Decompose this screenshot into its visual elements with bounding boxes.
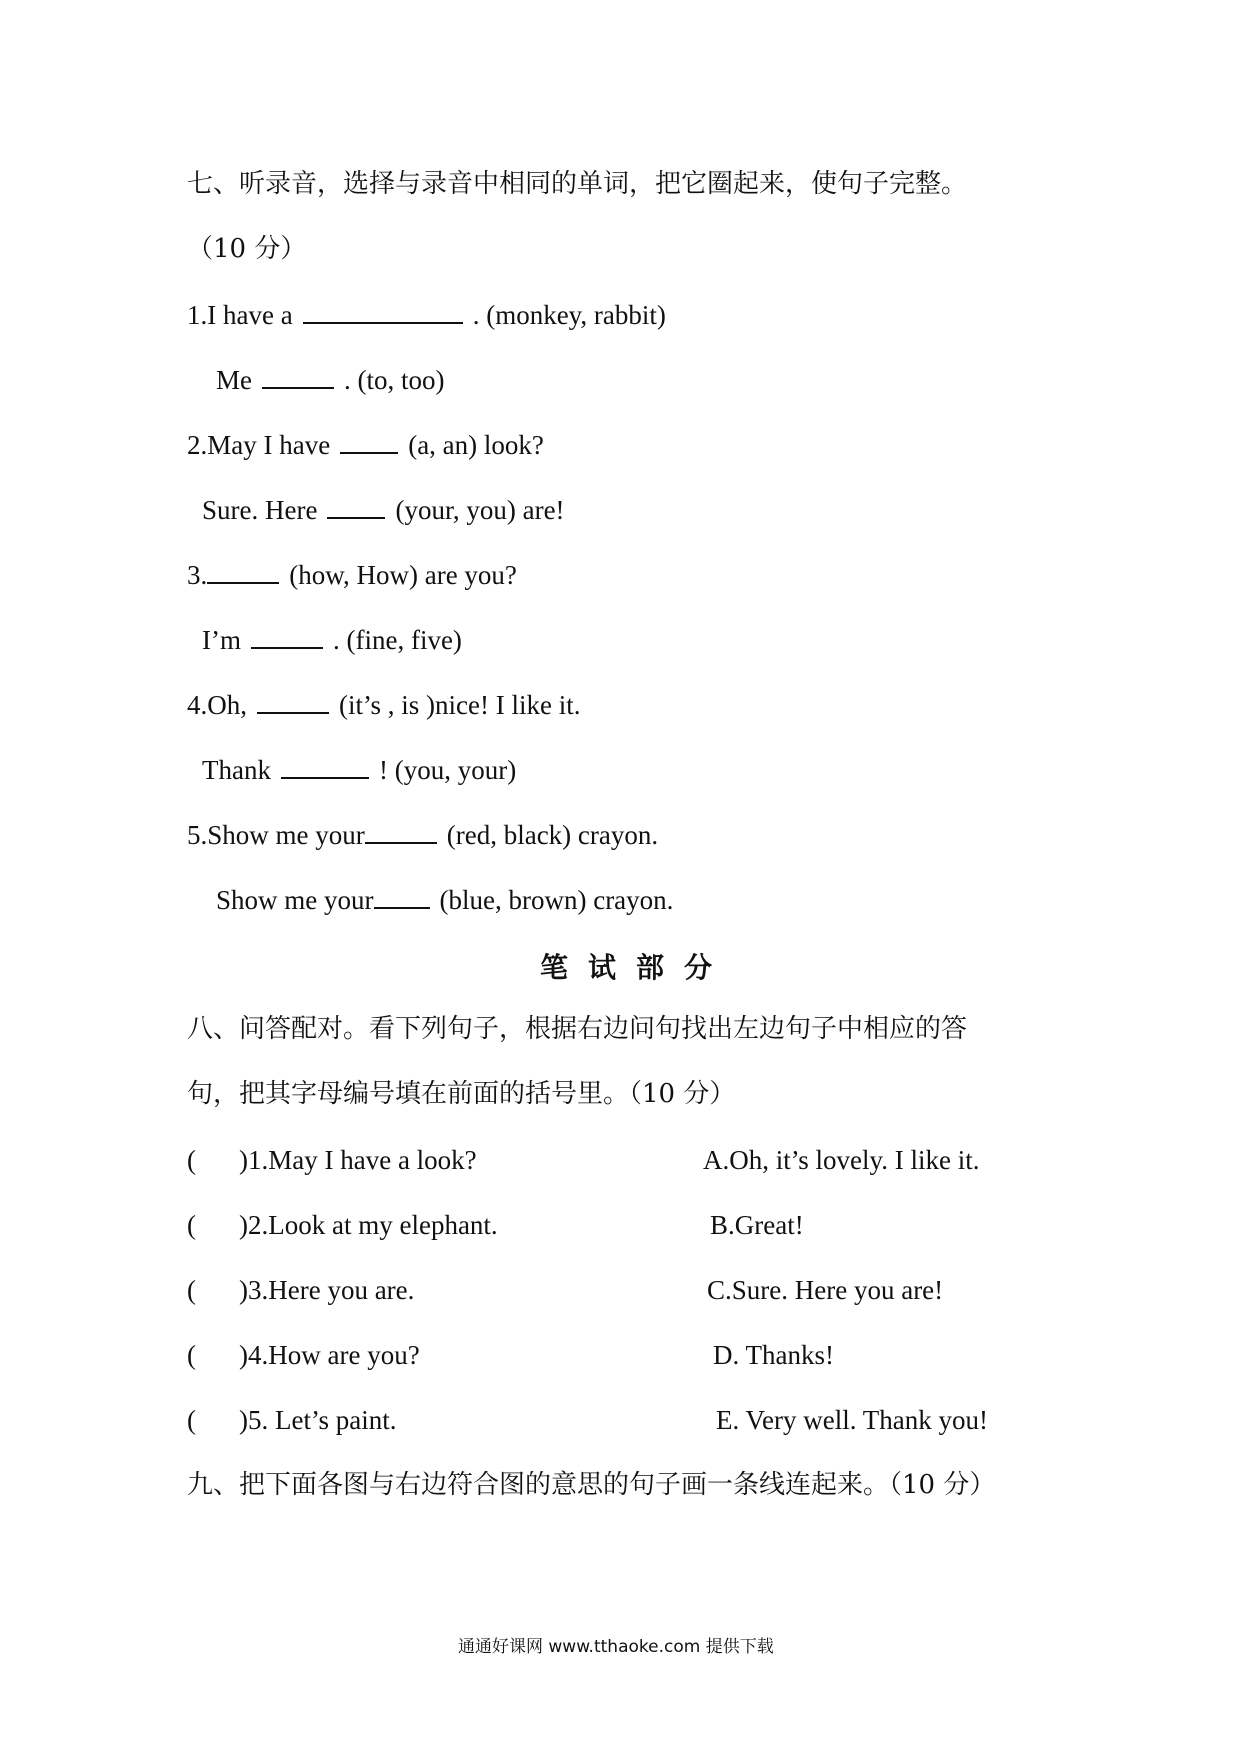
q5-line-a [187, 818, 658, 852]
match-answer: A.Oh, it’s lovely. I like it. [703, 1145, 980, 1175]
q5b-text: Show me your [216, 885, 374, 915]
q3b-options: . (fine, five) [332, 625, 462, 655]
answer-blank[interactable] [365, 818, 437, 844]
answer-blank[interactable] [327, 493, 385, 519]
q4a-options: (it’s , is )nice! I like it. [339, 690, 581, 720]
answer-blank[interactable] [251, 623, 323, 649]
q2-line-a [187, 428, 544, 462]
q1a-text: 1.I have a [187, 300, 293, 330]
match-question-row [187, 1273, 414, 1307]
answer-paren[interactable]: ( [187, 1405, 196, 1435]
match-answer: C.Sure. Here you are! [707, 1275, 944, 1305]
answer-blank[interactable] [281, 753, 369, 779]
written-section-heading: 笔试部分 [540, 951, 733, 984]
match-question: )2.Look at my elephant. [239, 1210, 498, 1240]
q4b-options: ! (you, your) [378, 755, 517, 785]
section-9-title: 九、把下面各图与右边符合图的意思的句子画一条线连起来。（10 分） [187, 1470, 996, 1500]
q3-line-a [187, 558, 517, 592]
section-8-title-line-2: 句，把其字母编号填在前面的括号里。（10 分） [187, 1079, 736, 1109]
match-question: )1.May I have a look? [239, 1145, 477, 1175]
q5a-text: 5.Show me your [187, 820, 365, 850]
match-answer: E. Very well. Thank you! [716, 1405, 988, 1435]
footer-source: 通通好课网 www.tthaoke.com 提供下载 [458, 1637, 774, 1657]
match-question-row [187, 1403, 396, 1437]
q2a-text: 2.May I have [187, 430, 331, 460]
answer-paren[interactable]: ( [187, 1210, 196, 1240]
q1-line-a [187, 298, 666, 332]
answer-blank[interactable] [374, 883, 430, 909]
q1b-options: . (to, too) [344, 365, 445, 395]
q3a-text: 3. [187, 560, 208, 590]
q4-line-b [202, 753, 516, 787]
q2b-text: Sure. Here [202, 495, 318, 525]
q5-line-b [216, 883, 673, 917]
answer-paren[interactable]: ( [187, 1145, 196, 1175]
q4b-text: Thank [202, 755, 271, 785]
q2-line-b [202, 493, 565, 527]
answer-blank[interactable] [207, 558, 279, 584]
q4a-text: 4.Oh, [187, 690, 247, 720]
match-answer: B.Great! [710, 1210, 804, 1240]
q3a-options: (how, How) are you? [289, 560, 517, 590]
match-question-row [187, 1208, 498, 1242]
answer-paren[interactable]: ( [187, 1275, 196, 1305]
section-7-score: （10 分） [187, 234, 307, 264]
answer-paren[interactable]: ( [187, 1340, 196, 1370]
section-8-title-line-1: 八、问答配对。看下列句子，根据右边问句找出左边句子中相应的答 [187, 1014, 968, 1044]
q5b-options: (blue, brown) crayon. [439, 885, 674, 915]
match-question-row [187, 1338, 420, 1372]
q2a-options: (a, an) look? [408, 430, 544, 460]
q4-line-a [187, 688, 580, 722]
answer-blank[interactable] [340, 428, 398, 454]
q2b-options: (your, you) are! [395, 495, 565, 525]
match-question-row [187, 1143, 477, 1177]
q1b-text: Me [216, 365, 252, 395]
q3-line-b [202, 623, 462, 657]
q5a-options: (red, black) crayon. [446, 820, 659, 850]
match-question: )5. Let’s paint. [239, 1405, 397, 1435]
match-answer: D. Thanks! [713, 1340, 834, 1370]
section-7-title: 七、听录音，选择与录音中相同的单词，把它圈起来，使句子完整。 [187, 169, 968, 199]
match-question: )3.Here you are. [239, 1275, 415, 1305]
q1a-options: . (monkey, rabbit) [472, 300, 666, 330]
answer-blank[interactable] [303, 298, 463, 324]
match-question: )4.How are you? [239, 1340, 420, 1370]
q1-line-b [216, 363, 445, 397]
answer-blank[interactable] [262, 363, 334, 389]
answer-blank[interactable] [257, 688, 329, 714]
q3b-text: I’m [202, 625, 241, 655]
